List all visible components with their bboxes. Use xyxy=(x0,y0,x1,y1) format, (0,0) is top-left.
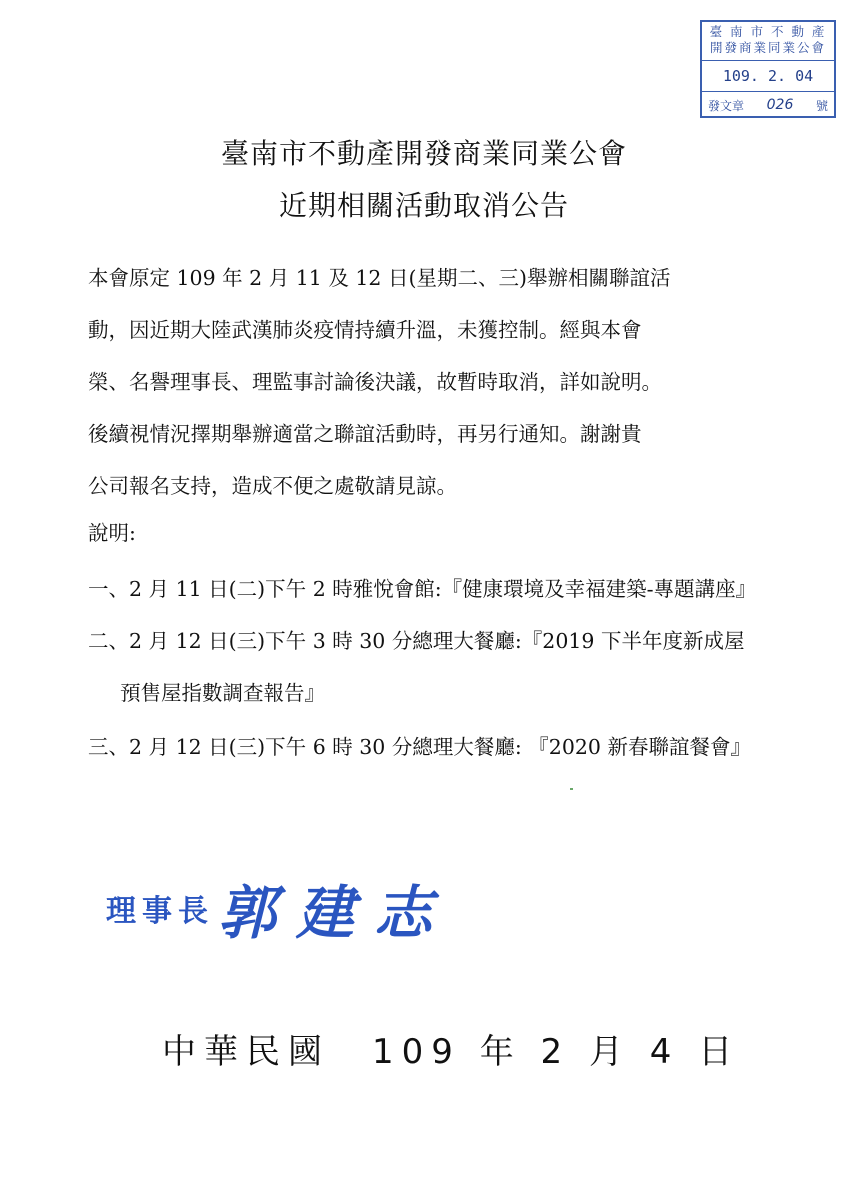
stamp-doc-label: 發文章 xyxy=(708,98,745,113)
signature-name: 郭建志 xyxy=(218,879,453,947)
stamp-org-line1: 臺 南 市 不 動 產 xyxy=(709,24,827,39)
body-line: 後續視情況擇期舉辦適當之聯誼活動時，再另行通知。謝謝貴 xyxy=(88,422,642,446)
stamp-org-line2: 開發商業同業公會 xyxy=(709,40,826,55)
stamp-date: 109. 2. 04 xyxy=(702,61,834,92)
body-line: 本會原定 109 年 2 月 11 及 12 日(星期二、三)舉辦相關聯誼活 xyxy=(88,266,671,290)
explanation-item-2-continued: 預售屋指數調查報告』 xyxy=(120,681,325,705)
stamp-doc-suffix: 號 xyxy=(815,98,828,113)
document-title: 臺南市不動產開發商業同業公會 xyxy=(220,137,627,170)
receipt-stamp xyxy=(700,20,836,118)
body-line: 榮、名譽理事長、理監事討論後決議，故暫時取消，詳如說明。 xyxy=(88,370,662,394)
explanation-item-2: 二、2 月 12 日(三)下午 3 時 30 分總理大餐廳:『2019 下半年度新成屋 xyxy=(88,629,745,653)
document-date: 中華民國 109 年 2 月 4 日 xyxy=(162,1032,741,1072)
body-line: 公司報名支持，造成不便之處敬請見諒。 xyxy=(88,474,457,498)
stamp-organization xyxy=(702,22,834,61)
signature-title: 理事長 xyxy=(106,894,214,929)
explanation-item-1: 一、2 月 11 日(二)下午 2 時雅悅會館:『健康環境及幸福建築-專題講座』 xyxy=(88,577,757,601)
explanation-item-3: 三、2 月 12 日(三)下午 6 時 30 分總理大餐廳: 『2020 新春聯誼餐會』 xyxy=(88,735,751,759)
explanation-label: 說明: xyxy=(88,521,136,545)
announcement-body xyxy=(88,252,788,512)
stamp-doc-number-row xyxy=(702,92,834,118)
body-line: 動，因近期大陸武漢肺炎疫情持續升溫，未獲控制。經與本會 xyxy=(88,318,642,342)
scan-speck xyxy=(570,788,573,790)
signature-block xyxy=(106,866,452,950)
stamp-doc-number: 026 xyxy=(766,97,794,113)
document-subtitle: 近期相關活動取消公告 xyxy=(278,189,569,222)
